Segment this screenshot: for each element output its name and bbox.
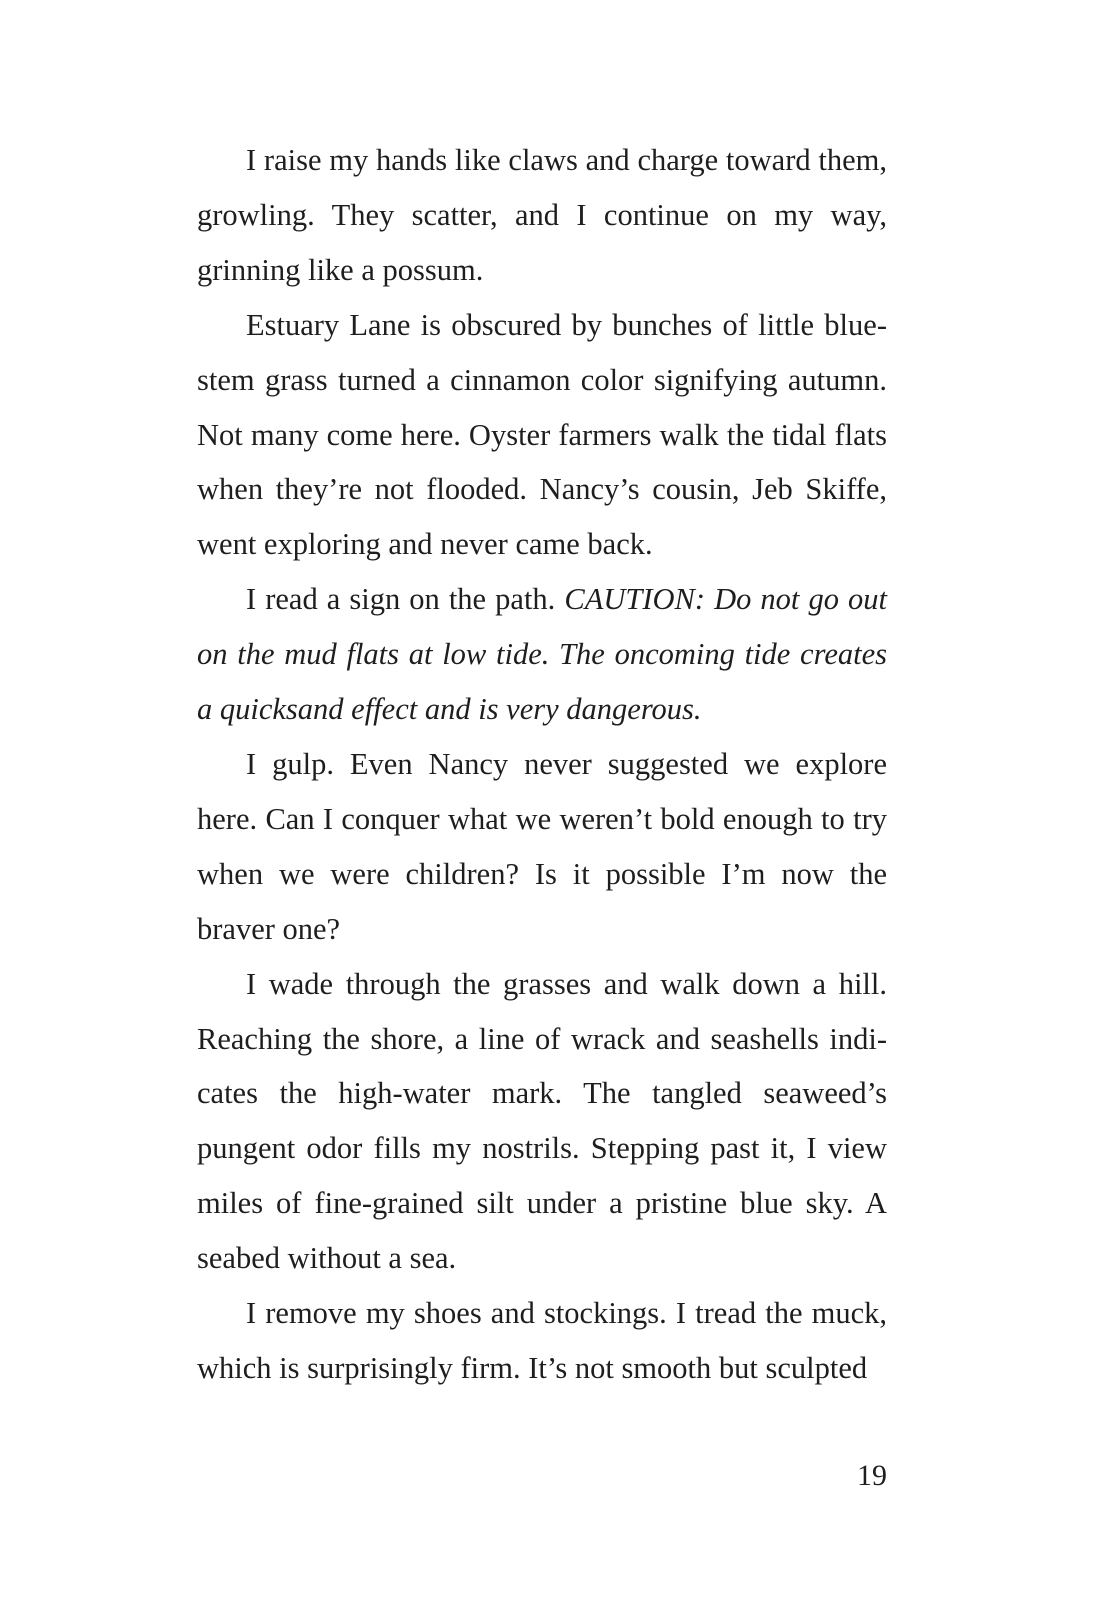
body-text	[197, 133, 887, 1396]
paragraph	[197, 133, 887, 298]
paragraph-text: Estuary Lane is obscured by bunches of little bluestem grass turned a cinnamon color signifying autumn. Not many come here. Oyster farmers walk the tidal flats when they’re not flooded. Nancy’s cousin, Jeb Skiffe, went exploring and never came back.	[197, 307, 887, 562]
paragraph	[197, 572, 887, 737]
caution-sign-text: CAUTION: Do not go out on the mud flats at low tide. The oncoming tide creates a quicksand effect and is very dangerous.	[197, 582, 888, 727]
paragraph-text: I wade through the grasses and walk down a hill. Reaching the shore, a line of wrack and seashells indicates the high-water mark. The tangled seaweed’s pungent odor fills my nostrils. Stepping past it, I view miles of fine-grained silt under a pristine blue sky. A seabed without a sea.	[197, 966, 887, 1276]
paragraph	[197, 737, 887, 957]
paragraph	[197, 298, 887, 573]
paragraph	[197, 957, 887, 1286]
page-number: 19	[857, 1459, 887, 1492]
paragraph-text: I gulp. Even Nancy never suggested we explore here. Can I conquer what we weren’t bold enough to try when we were children? Is it possible I’m now the braver one?	[197, 746, 887, 946]
paragraph-text: I remove my shoes and stockings. I tread the muck, which is surprisingly firm. It’s not smooth but sculpted	[197, 1296, 887, 1385]
paragraph-text: I read a sign on the path.	[246, 582, 565, 617]
paragraph	[197, 1286, 887, 1396]
paragraph-text: I raise my hands like claws and charge toward them, growling. They scatter, and I continue on my way, grinning like a possum.	[197, 143, 887, 287]
